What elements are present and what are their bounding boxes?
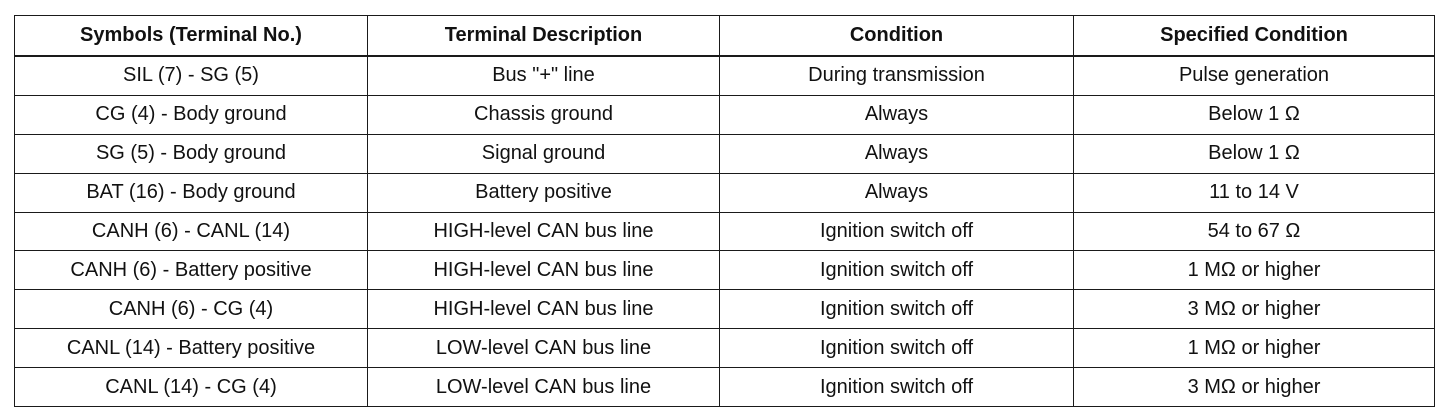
cell-terminal-description: HIGH-level CAN bus line [368,290,720,329]
cell-specified-condition: Below 1 Ω [1074,95,1435,134]
cell-condition: Ignition switch off [720,368,1074,407]
header-condition: Condition [720,16,1074,57]
table-row [15,368,1435,407]
header-specified-condition: Specified Condition [1074,16,1435,57]
cell-specified-condition: Below 1 Ω [1074,134,1435,173]
cell-specified-condition: Pulse generation [1074,56,1435,95]
table-row [15,290,1435,329]
cell-condition: Ignition switch off [720,329,1074,368]
cell-terminal-description: LOW-level CAN bus line [368,329,720,368]
cell-symbols: SG (5) - Body ground [15,134,368,173]
table-row [15,251,1435,290]
cell-terminal-description: HIGH-level CAN bus line [368,212,720,251]
cell-condition: During transmission [720,56,1074,95]
cell-symbols: SIL (7) - SG (5) [15,56,368,95]
cell-condition: Always [720,173,1074,212]
cell-condition: Ignition switch off [720,290,1074,329]
cell-specified-condition: 54 to 67 Ω [1074,212,1435,251]
cell-condition: Always [720,134,1074,173]
cell-specified-condition: 11 to 14 V [1074,173,1435,212]
cell-terminal-description: Chassis ground [368,95,720,134]
cell-condition: Ignition switch off [720,251,1074,290]
table-header-row [15,16,1435,57]
terminal-spec-table [14,15,1435,407]
cell-specified-condition: 1 MΩ or higher [1074,251,1435,290]
header-terminal-description: Terminal Description [368,16,720,57]
table-row [15,212,1435,251]
cell-terminal-description: Bus "+" line [368,56,720,95]
table-row [15,56,1435,95]
table-row [15,173,1435,212]
cell-condition: Ignition switch off [720,212,1074,251]
cell-specified-condition: 3 MΩ or higher [1074,290,1435,329]
cell-symbols: CANH (6) - Battery positive [15,251,368,290]
table-row [15,95,1435,134]
cell-symbols: CANH (6) - CG (4) [15,290,368,329]
cell-terminal-description: Battery positive [368,173,720,212]
cell-terminal-description: Signal ground [368,134,720,173]
cell-symbols: CANH (6) - CANL (14) [15,212,368,251]
cell-symbols: CANL (14) - CG (4) [15,368,368,407]
cell-terminal-description: LOW-level CAN bus line [368,368,720,407]
cell-condition: Always [720,95,1074,134]
cell-specified-condition: 3 MΩ or higher [1074,368,1435,407]
table-row [15,329,1435,368]
cell-specified-condition: 1 MΩ or higher [1074,329,1435,368]
cell-terminal-description: HIGH-level CAN bus line [368,251,720,290]
table-row [15,134,1435,173]
cell-symbols: CANL (14) - Battery positive [15,329,368,368]
cell-symbols: CG (4) - Body ground [15,95,368,134]
header-symbols: Symbols (Terminal No.) [15,16,368,57]
cell-symbols: BAT (16) - Body ground [15,173,368,212]
